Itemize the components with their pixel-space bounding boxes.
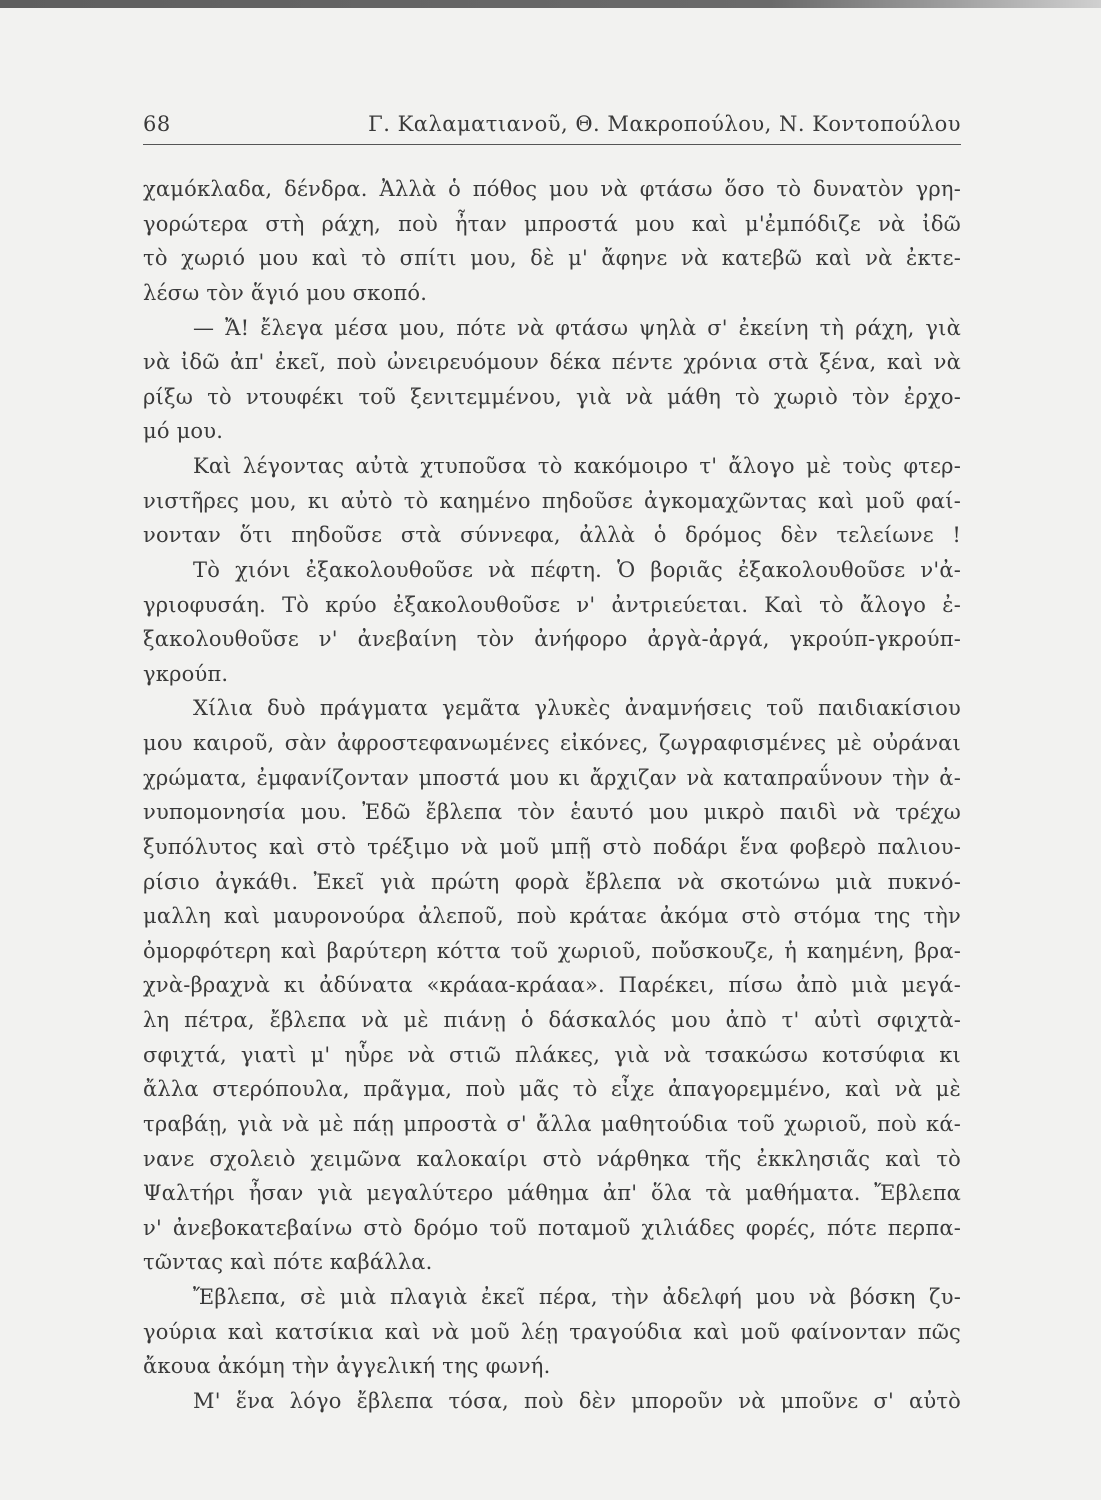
text-line: γορώτερα στὴ ράχη, ποὺ ἦταν μπροστά μου καὶ μ'ἐμπόδιζε νὰ ἰδῶ: [143, 211, 961, 236]
text-line: γριοφυσάη. Τὸ κρύο ἐξακολουθοῦσε ν' ἀντριεύεται. Καὶ τὸ ἄλογο ἐ-: [143, 592, 961, 617]
text-line: ξυπόλυτος καὶ στὸ τρέξιμο νὰ μοῦ μπῇ στὸ ποδάρι ἕνα φοβερὸ παλιου-: [143, 834, 961, 859]
text-line: ρίσιο ἀγκάθι. Ἐκεῖ γιὰ πρώτη φορὰ ἔβλεπα νὰ σκοτώνω μιὰ πυκνό-: [143, 869, 961, 894]
scan-edge: [0, 0, 1101, 8]
text-line: τῶντας καὶ πότε καβάλλα.: [143, 1250, 433, 1275]
body-text: [143, 172, 961, 1419]
text-line: χαμόκλαδα, δένδρα. Ἀλλὰ ὁ πόθος μου νὰ φτάσω ὅσο τὸ δυνατὸν γρη-: [143, 177, 961, 201]
text-line: Χίλια δυὸ πράγματα γεμᾶτα γλυκὲς ἀναμνήσεις τοῦ παιδιακίσιου: [193, 696, 961, 721]
text-line: γκρούπ.: [143, 661, 229, 686]
text-line: τὸ χωριό μου καὶ τὸ σπίτι μου, δὲ μ' ἄφηνε νὰ κατεβῶ καὶ νὰ ἐκτε-: [143, 246, 961, 271]
running-title: Γ. Καλαματιανοῦ, Θ. Μακροπούλου, Ν. Κοντοπούλου: [368, 112, 961, 136]
text-line: ἄλλα στερόπουλα, πρᾶγμα, ποὺ μᾶς τὸ εἶχε ἀπαγορεμμένο, καὶ νὰ μὲ: [143, 1077, 961, 1102]
text-line: λη πέτρα, ἔβλεπα νὰ μὲ πιάνῃ ὁ δάσκαλός μου ἀπὸ τ' αὐτὶ σφιχτὰ-: [143, 1008, 961, 1032]
text-line: τραβάῃ, γιὰ νὰ μὲ πάῃ μπροστὰ σ' ἄλλα μαθητούδια τοῦ χωριοῦ, ποὺ κά-: [143, 1111, 961, 1136]
text-line: μαλλη καὶ μαυρονούρα ἀλεποῦ, ποὺ κράταε ἀκόμα στὸ στόμα της τὴν: [143, 904, 961, 929]
text-line: σφιχτά, γιατὶ μ' ηὗρε νὰ στιῶ πλάκες, γιὰ νὰ τσακώσω κοτσύφια κι: [143, 1042, 961, 1067]
text-line: Ἔβλεπα, σὲ μιὰ πλαγιὰ ἐκεῖ πέρα, τὴν ἀδελφή μου νὰ βόσκη ζυ-: [193, 1285, 961, 1309]
text-line: ρίξω τὸ ντουφέκι τοῦ ξενιτεμμένου, γιὰ νὰ μάθη τὸ χωριὸ τὸν ἐρχο-: [143, 384, 961, 409]
text-line: χρώματα, ἐμφανίζονταν μποστά μου κι ἄρχιζαν νὰ καταπραΰνουν τὴν ἀ-: [143, 765, 961, 790]
text-line: γούρια καὶ κατσίκια καὶ νὰ μοῦ λέῃ τραγούδια καὶ μοῦ φαίνονταν πῶς: [143, 1319, 961, 1344]
text-line: ξακολουθοῦσε ν' ἀνεβαίνη τὸν ἀνήφορο ἀργὰ-ἀργά, γκρούπ-γκρούπ-: [143, 627, 961, 652]
page-header: [143, 112, 961, 144]
text-line: μό μου.: [143, 419, 224, 444]
text-line: Καὶ λέγοντας αὐτὰ χτυποῦσα τὸ κακόμοιρο τ' ἄλογο μὲ τοὺς φτερ-: [193, 454, 961, 478]
text-line: νιστῆρες μου, κι αὐτὸ τὸ καημένο πηδοῦσε ἀγκομαχῶντας καὶ μοῦ φαί-: [143, 488, 961, 513]
page-number: 68: [143, 112, 171, 136]
text-line: ἄκουα ἀκόμη τὴν ἀγγελική της φωνή.: [143, 1354, 551, 1379]
text-line: Ψαλτήρι ἦσαν γιὰ μεγαλύτερο μάθημα ἀπ' ὅλα τὰ μαθήματα. Ἔβλεπα: [143, 1181, 961, 1206]
text-line: Μ' ἕνα λόγο ἔβλεπα τόσα, ποὺ δὲν μποροῦν νὰ μποῦνε σ' αὐτὸ: [193, 1388, 961, 1413]
text-line: νυπομονησία μου. Ἐδῶ ἔβλεπα τὸν ἑαυτό μου μικρὸ παιδὶ νὰ τρέχω: [143, 800, 961, 825]
text-line: λέσω τὸν ἅγιό μου σκοπό.: [143, 280, 428, 305]
header-rule: [143, 144, 961, 145]
text-line: Τὸ χιόνι ἐξακολουθοῦσε νὰ πέφτη. Ὁ βοριᾶς ἐξακολουθοῦσε ν'ἀ-: [193, 557, 961, 582]
text-line: χνὰ-βραχνὰ κι ἀδύνατα «κράαα-κράαα». Παρέκει, πίσω ἀπὸ μιὰ μεγά-: [143, 973, 961, 998]
text-line: ὀμορφότερη καὶ βαρύτερη κόττα τοῦ χωριοῦ, ποὔσκουζε, ἡ καημένη, βρα-: [143, 938, 961, 963]
text-line: — Ἄ! ἔλεγα μέσα μου, πότε νὰ φτάσω ψηλὰ σ' ἐκείνη τὴ ράχη, γιὰ: [193, 315, 961, 340]
text-line: μου καιροῦ, σὰν ἀφροστεφανωμένες εἰκόνες, ζωγραφισμένες μὲ οὐράναι: [143, 731, 961, 755]
text-line: ν' ἀνεβοκατεβαίνω στὸ δρόμο τοῦ ποταμοῦ χιλιάδες φορές, πότε περπα-: [143, 1215, 961, 1240]
text-line: νονταν ὅτι πηδοῦσε στὰ σύννεφα, ἀλλὰ ὁ δρόμος δὲν τελείωνε !: [143, 523, 961, 548]
text-line: νὰ ἰδῶ ἀπ' ἐκεῖ, ποὺ ὠνειρευόμουν δέκα πέντε χρόνια στὰ ξένα, καὶ νὰ: [143, 350, 961, 375]
text-line: νανε σχολειὸ χειμῶνα καλοκαίρι στὸ νάρθηκα τῆς ἐκκλησιᾶς καὶ τὸ: [143, 1146, 961, 1171]
